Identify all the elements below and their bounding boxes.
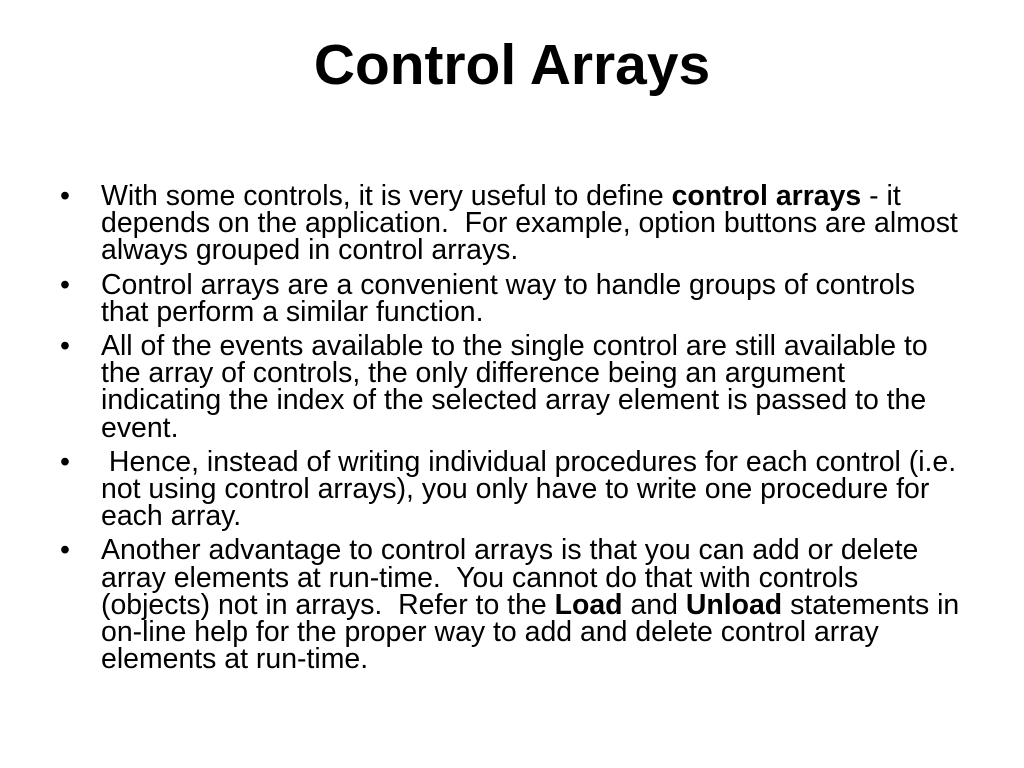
bullet-line [101, 357, 1024, 390]
bullet-line [101, 473, 1024, 506]
bullet-text [101, 445, 1024, 533]
bullet-list [0, 180, 1024, 680]
bullet-marker: • [60, 534, 70, 567]
bullet-line [101, 588, 1024, 621]
bold-term: control arrays [671, 180, 862, 212]
text-segment: indicating the index of the selected array element is passed to the [101, 384, 927, 417]
text-segment: array elements at run-time. You cannot do that with controls [101, 561, 859, 594]
text-segment: not using control arrays), you only have to write one procedure for [101, 473, 930, 506]
bullet-line [101, 384, 1024, 417]
bullet-line [101, 180, 1024, 212]
bullet-line [101, 330, 1024, 363]
bullet-line [101, 411, 1024, 444]
bullet-text [101, 180, 1024, 267]
bullet-line [101, 643, 1024, 676]
text-segment: Hence, instead of writing individual procedures for each control (i.e. [101, 445, 957, 478]
slide-title: Control Arrays [313, 33, 711, 97]
text-segment: (objects) not in arrays. Refer to the [101, 588, 555, 621]
text-segment: - it [861, 180, 901, 212]
text-segment: event. [101, 411, 179, 444]
bullet-item [0, 330, 1024, 444]
text-segment: Control arrays are a convenient way to handle groups of controls [101, 268, 916, 301]
bullet-text [101, 268, 1024, 328]
bullet-item [0, 180, 1024, 267]
text-segment: that perform a similar function. [101, 295, 484, 328]
bullet-item [0, 534, 1024, 676]
bullet-line [101, 207, 1024, 240]
text-segment: All of the events available to the single control are still available to [101, 330, 928, 363]
bullet-line [101, 268, 1024, 301]
bullet-item [0, 268, 1024, 328]
text-segment: on-line help for the proper way to add and delete control array [101, 616, 879, 649]
text-segment: always grouped in control arrays. [101, 234, 519, 267]
text-segment: the array of controls, the only difference being an argument [101, 357, 846, 390]
bold-term: Load [554, 588, 623, 621]
bold-term: Unload [685, 588, 783, 621]
bullet-marker: • [60, 180, 70, 212]
text-segment: elements at run-time. [101, 643, 369, 676]
bullet-text [101, 534, 1024, 676]
bullet-marker: • [60, 268, 70, 301]
bullet-line [101, 534, 1024, 567]
text-segment: With some controls, it is very useful to define [101, 180, 672, 212]
text-segment: and [622, 588, 686, 621]
bullet-line [101, 445, 1024, 478]
bullet-item [0, 445, 1024, 533]
bullet-line [101, 616, 1024, 649]
bullet-line [101, 561, 1024, 594]
bullet-marker: • [60, 445, 70, 478]
text-segment: statements in [782, 588, 960, 621]
text-segment: each array. [101, 500, 242, 533]
text-segment: depends on the application. For example, option buttons are almost [101, 207, 958, 240]
bullet-line [101, 234, 1024, 267]
text-segment: Another advantage to control arrays is that you can add or delete [101, 534, 919, 567]
bullet-text [101, 330, 1024, 444]
bullet-line [101, 500, 1024, 533]
bullet-line [101, 295, 1024, 328]
bullet-marker: • [60, 330, 70, 363]
